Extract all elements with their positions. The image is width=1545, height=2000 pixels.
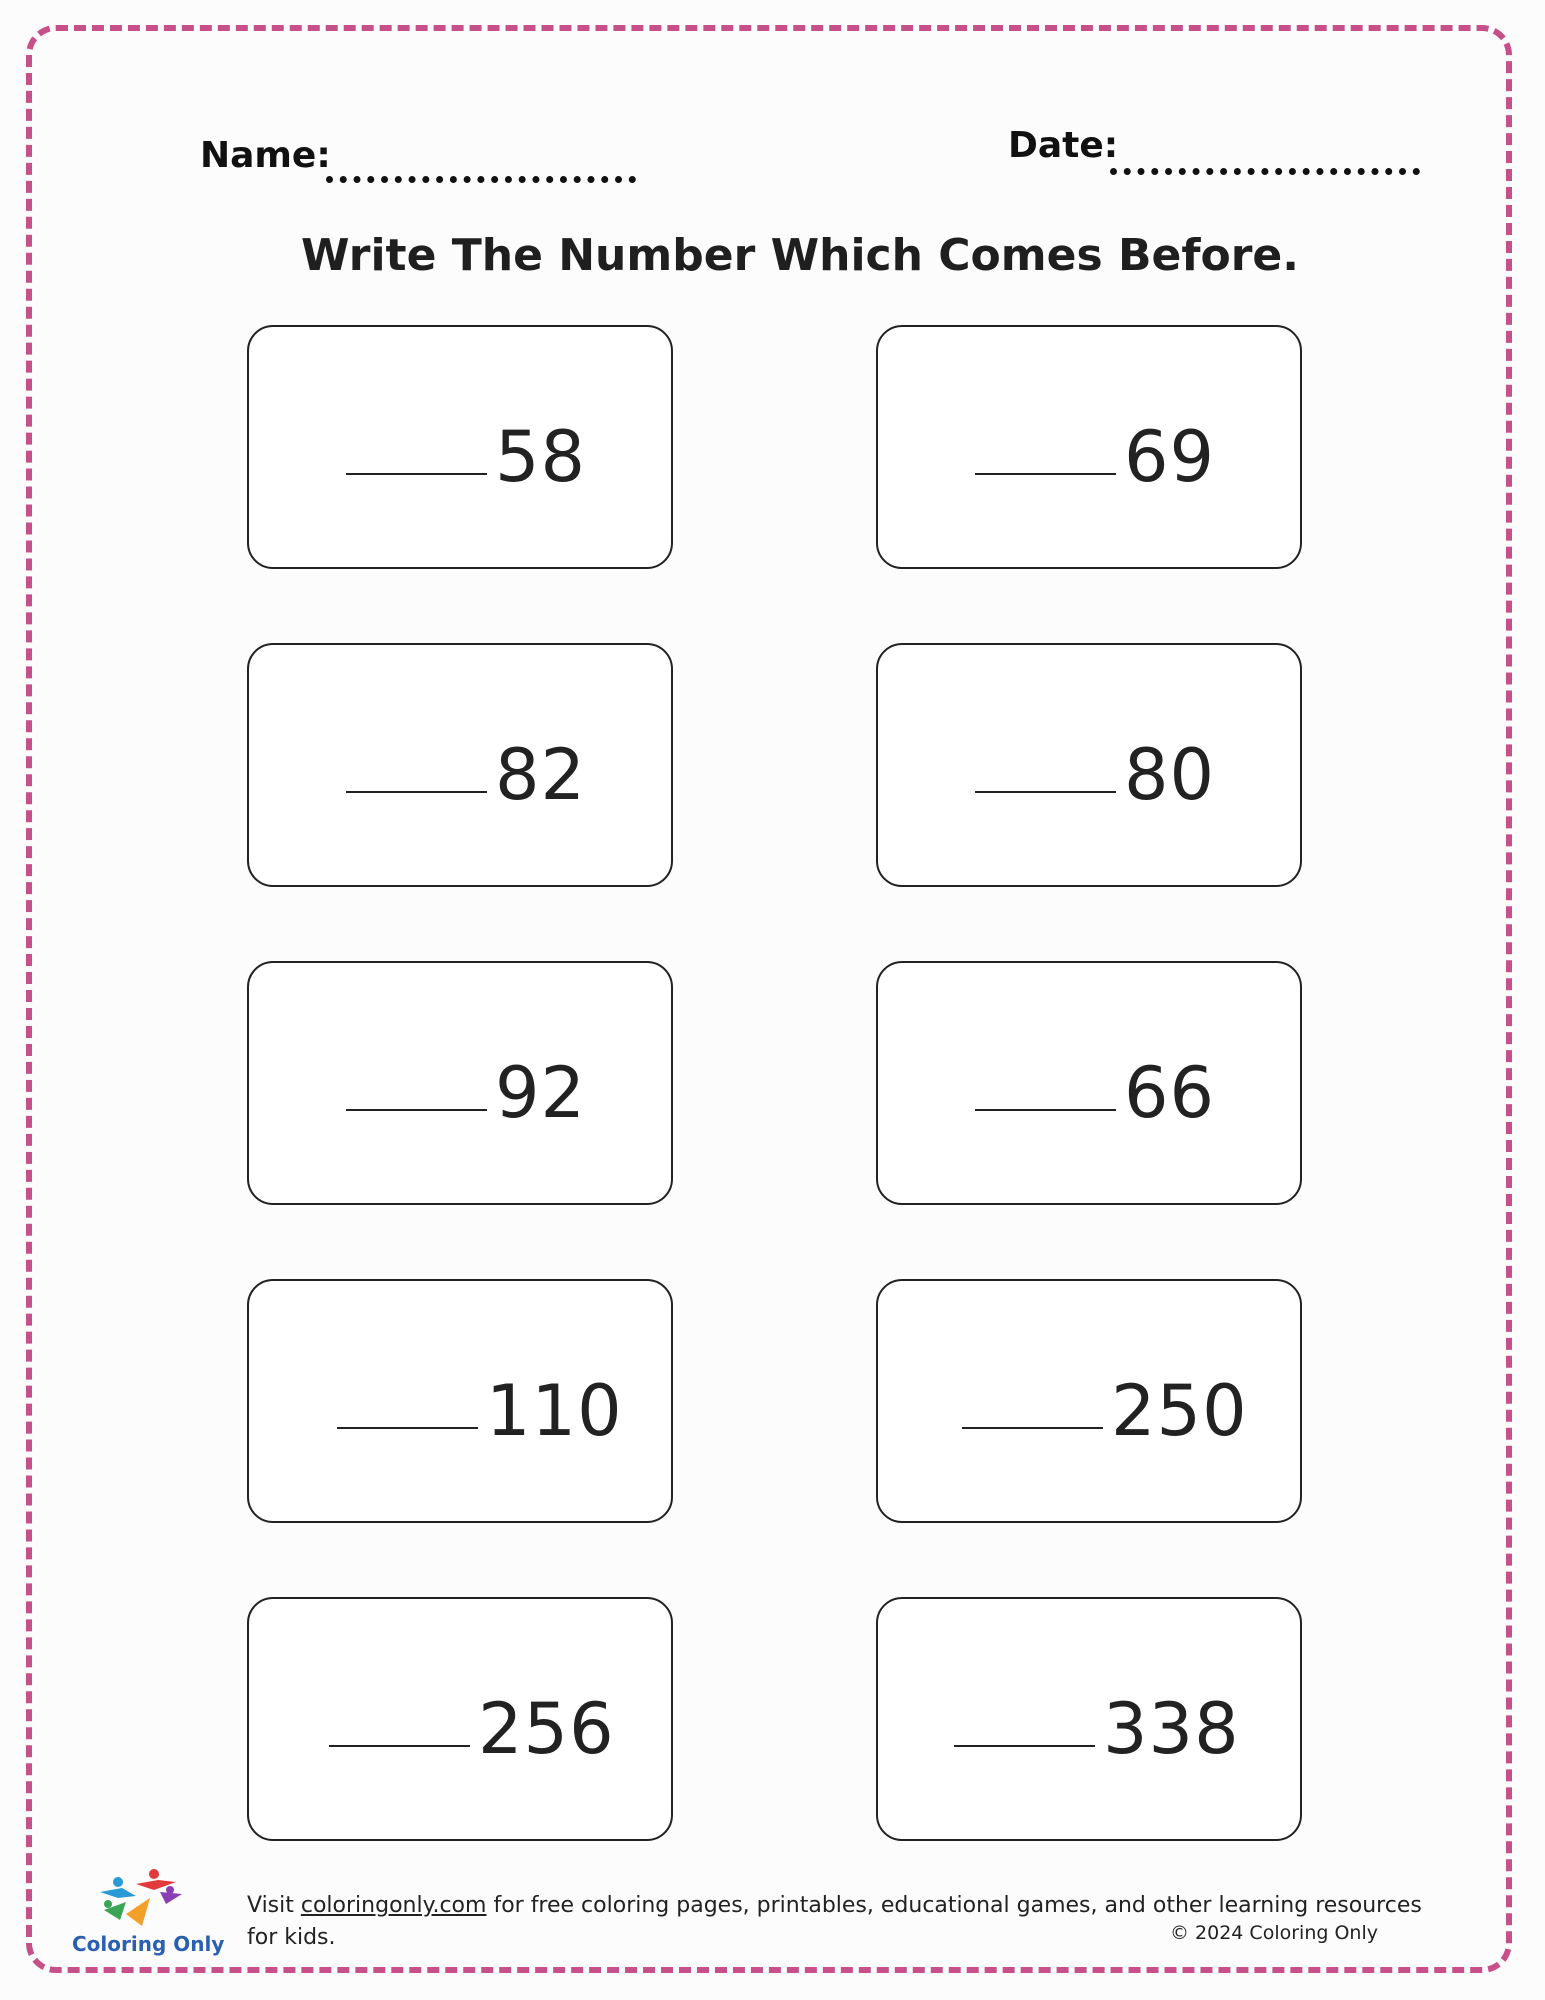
answer-blank[interactable] [346,791,487,793]
footer-visit-suffix: for free coloring pages, printables, educational games, and other learning resources for kids. [247,1893,1422,1950]
date-label: Date: [1008,125,1119,166]
number-card [247,1279,673,1523]
answer-blank[interactable] [975,473,1116,475]
footer-visit-prefix: Visit [247,1893,301,1918]
given-number: 80 [1124,734,1216,816]
answer-blank[interactable] [337,1427,478,1429]
given-number: 92 [495,1052,587,1134]
date-field[interactable] [1110,168,1420,175]
given-number: 338 [1103,1688,1240,1770]
number-card [876,643,1302,887]
logo-text: Coloring Only [72,1932,225,1956]
answer-blank[interactable] [975,1109,1116,1111]
number-card [247,325,673,569]
star-kids-logo-icon [96,1868,186,1930]
answer-blank[interactable] [954,1745,1095,1747]
given-number: 82 [495,734,587,816]
given-number: 69 [1124,416,1216,498]
answer-blank[interactable] [346,473,487,475]
coloring-only-logo[interactable] [72,1868,225,1968]
given-number: 256 [478,1688,615,1770]
number-card [247,643,673,887]
number-card [247,1597,673,1841]
answer-blank[interactable] [962,1427,1103,1429]
number-card [247,961,673,1205]
answer-blank[interactable] [975,791,1116,793]
given-number: 58 [495,416,587,498]
site-link[interactable]: coloringonly.com [300,1893,487,1918]
number-card [876,1597,1302,1841]
number-card [876,1279,1302,1523]
answer-blank[interactable] [346,1109,487,1111]
worksheet-title: Write The Number Which Comes Before. [301,230,1299,281]
given-number: 250 [1111,1370,1248,1452]
number-card [876,961,1302,1205]
name-field[interactable] [326,176,636,183]
name-label: Name: [200,135,331,176]
given-number: 110 [486,1370,623,1452]
given-number: 66 [1124,1052,1216,1134]
answer-blank[interactable] [329,1745,470,1747]
copyright-text: © 2024 Coloring Only [1170,1922,1378,1944]
number-card [876,325,1302,569]
